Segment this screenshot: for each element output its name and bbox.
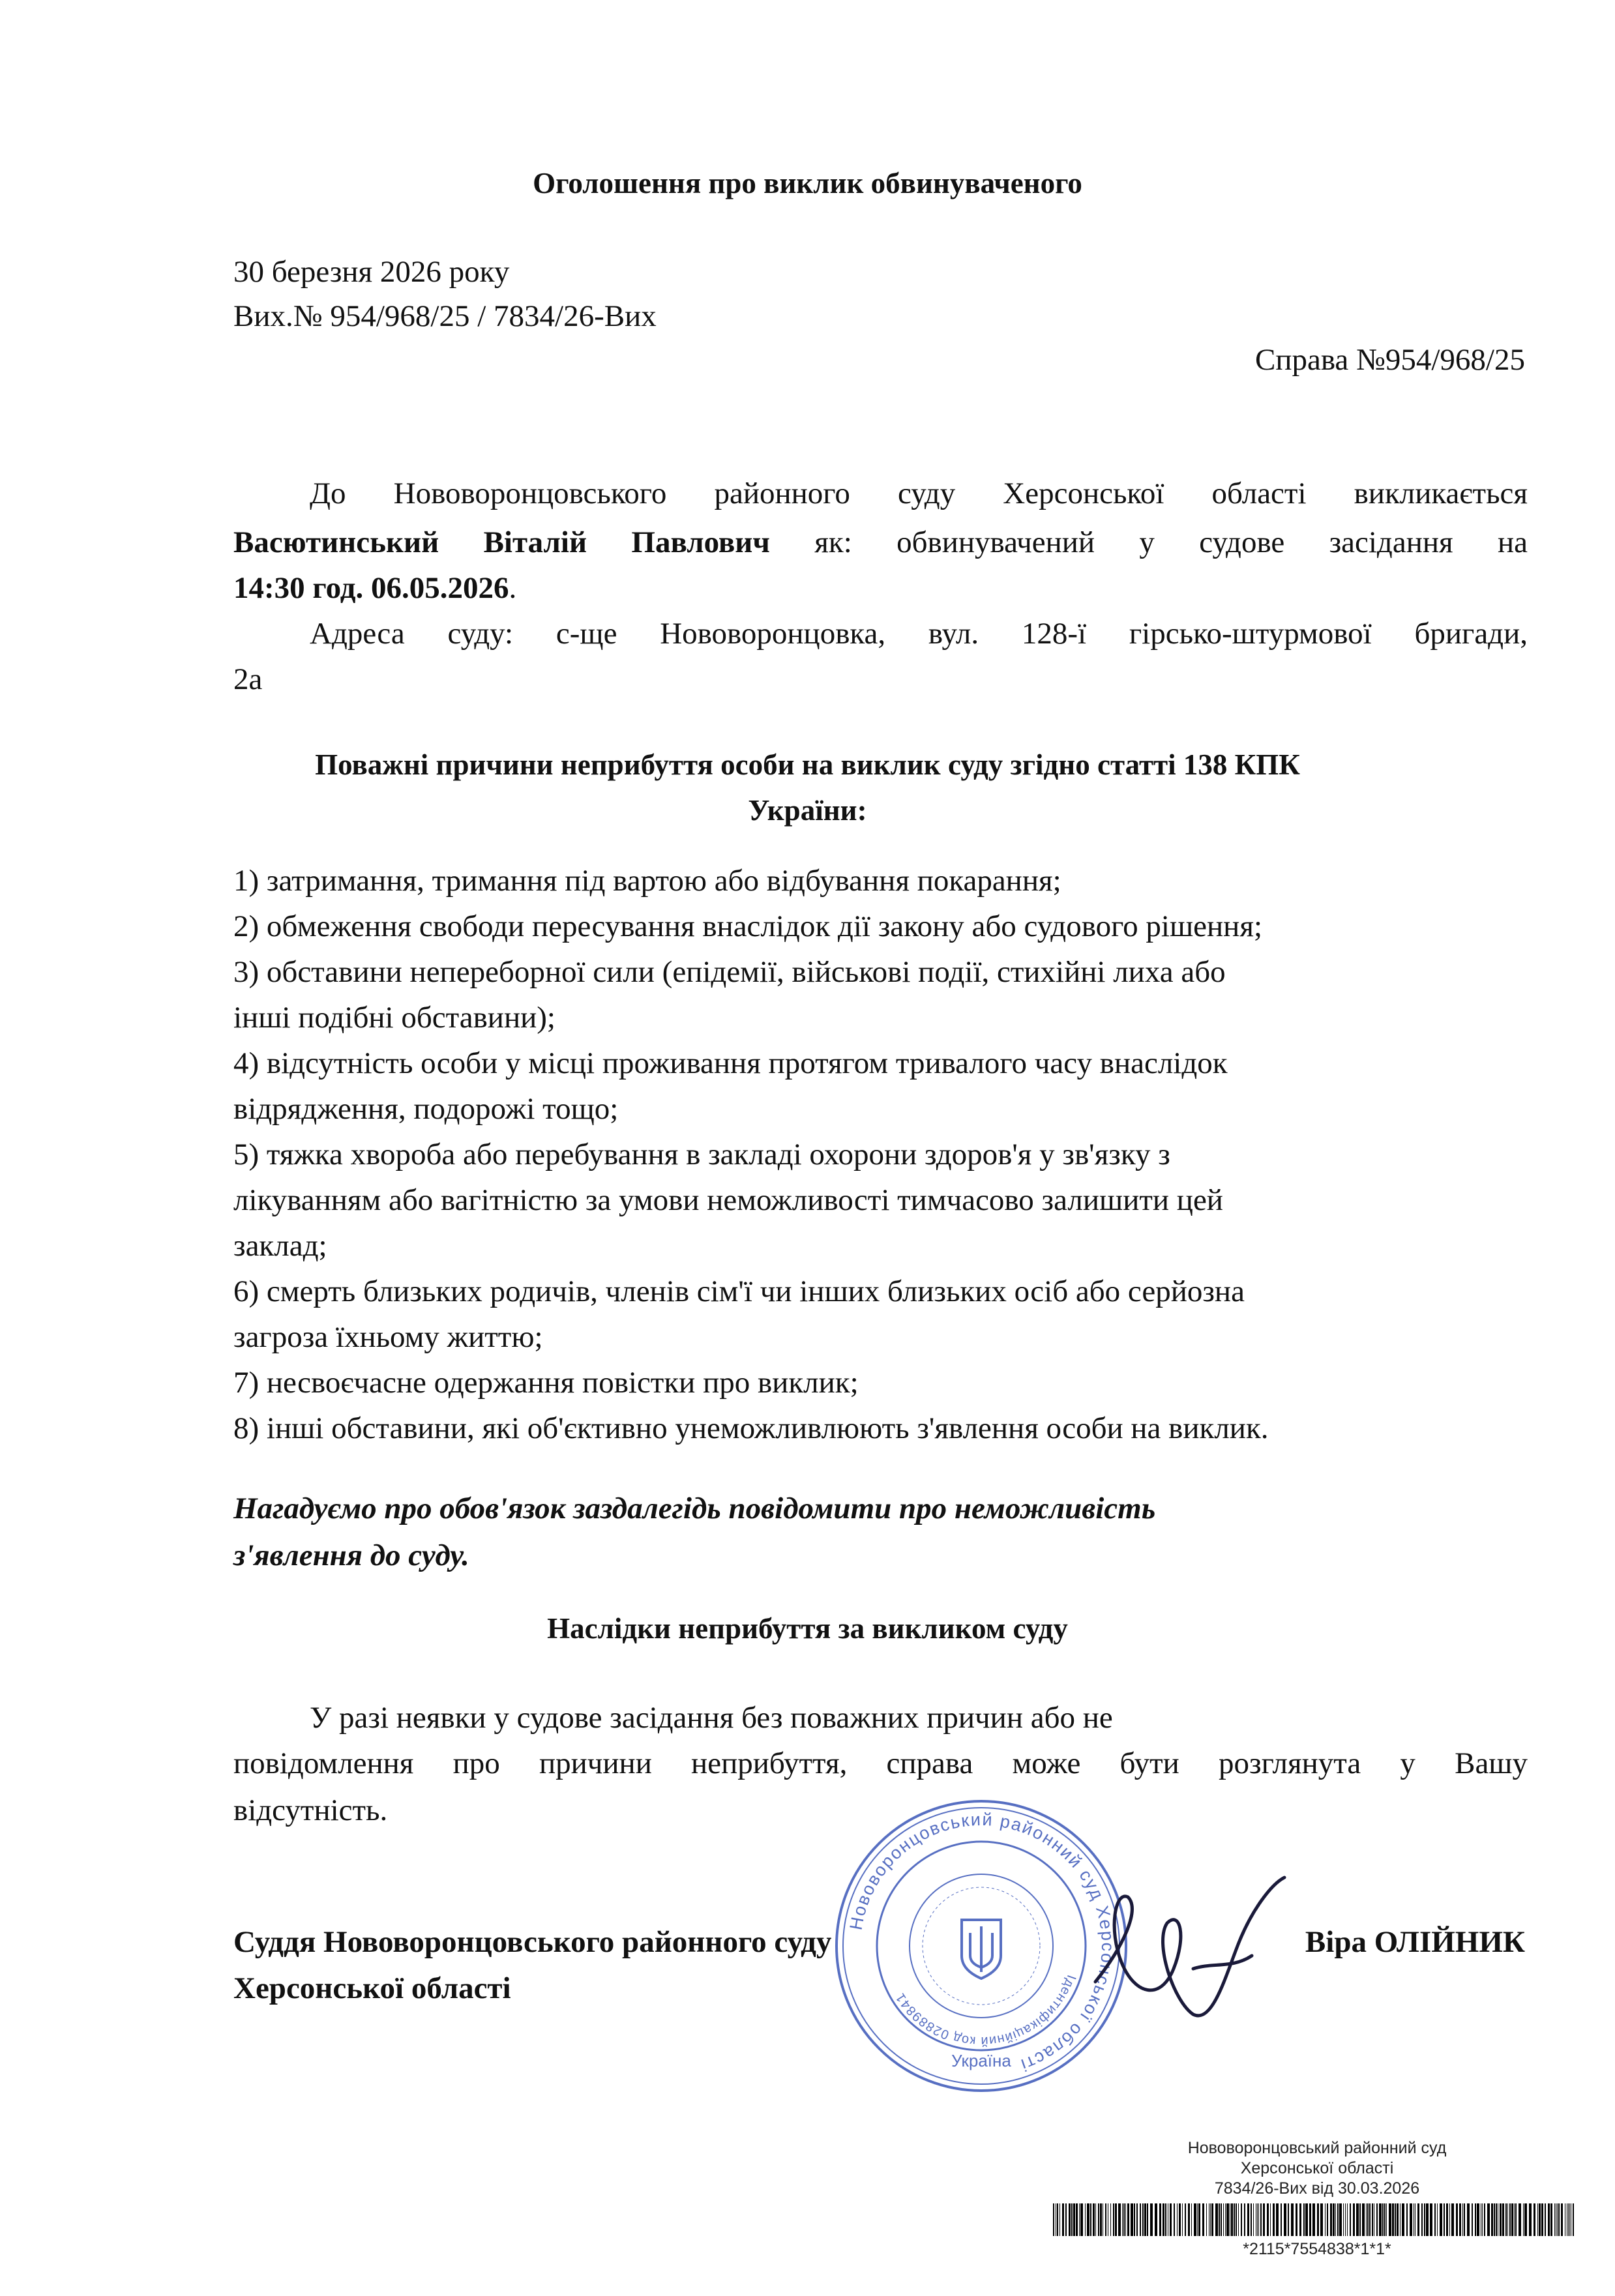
barcode-bar xyxy=(1095,2203,1096,2236)
barcode-bar xyxy=(1477,2203,1479,2236)
reminder-line: з'явлення до суду. xyxy=(233,1538,469,1572)
reason-line: 6) смерть близьких родичів, членів сім'ї чи інших близьких осіб або серйозна xyxy=(233,1274,1245,1308)
barcode-bar xyxy=(1122,2203,1123,2236)
barcode-bar xyxy=(1225,2203,1226,2236)
barcode-bar xyxy=(1456,2203,1458,2236)
hearing-datetime: 14:30 год. 06.05.2026 xyxy=(233,571,509,605)
barcode-bar xyxy=(1136,2203,1138,2236)
barcode-bar xyxy=(1402,2203,1404,2236)
consequences-text-end: відсутність. xyxy=(233,1793,388,1827)
barcode-bar xyxy=(1376,2203,1378,2236)
barcode-bar xyxy=(1554,2203,1555,2236)
barcode-bar xyxy=(1548,2203,1550,2236)
barcode-bar xyxy=(1519,2203,1521,2236)
registration-line: Херсонської області xyxy=(1240,2159,1394,2177)
barcode-bar xyxy=(1353,2203,1355,2236)
barcode-bar xyxy=(1221,2203,1222,2236)
barcode-bar xyxy=(1444,2203,1445,2236)
barcode-bar xyxy=(1482,2203,1483,2236)
registration-line: 7834/26-Вих від 30.03.2026 xyxy=(1214,2179,1420,2198)
barcode-bar xyxy=(1568,2203,1569,2236)
case-number: Справа №954/968/25 xyxy=(1254,343,1525,377)
barcode-bar xyxy=(1100,2203,1102,2236)
barcode-bar xyxy=(1134,2203,1135,2236)
barcode-bar xyxy=(1202,2203,1204,2236)
barcode-bar xyxy=(1446,2203,1448,2236)
document-title: Оголошення про виклик обвинуваченого xyxy=(533,167,1082,199)
barcode-bar xyxy=(1426,2203,1429,2236)
barcode-bar xyxy=(1325,2203,1326,2236)
barcode-bar xyxy=(1502,2203,1504,2236)
barcode-bar xyxy=(1177,2203,1178,2236)
barcode-bar xyxy=(1198,2203,1200,2236)
hearing-datetime-tail: . xyxy=(509,571,517,605)
court-address-cont: 2а xyxy=(233,662,263,696)
barcode-bar xyxy=(1251,2203,1252,2236)
barcode-bar xyxy=(1144,2203,1146,2236)
barcode-bar xyxy=(1087,2203,1089,2236)
barcode-bar xyxy=(1165,2203,1166,2236)
registration-line: Нововоронцовський районний суд xyxy=(1187,2139,1447,2157)
barcode-bar xyxy=(1524,2203,1527,2236)
barcode-bar xyxy=(1059,2203,1060,2236)
barcode-bar xyxy=(1573,2203,1574,2236)
barcode-bar xyxy=(1472,2203,1473,2236)
reason-line: 7) несвоєчасне одержання повістки про виклик; xyxy=(233,1366,859,1400)
barcode-bar xyxy=(1509,2203,1511,2236)
reason-line: загроза їхньому життю; xyxy=(233,1320,543,1354)
barcode-bar xyxy=(1309,2203,1311,2236)
barcode-bar xyxy=(1333,2203,1335,2236)
barcode-bar xyxy=(1356,2203,1359,2236)
barcode-bar xyxy=(1234,2203,1235,2236)
barcode-bar xyxy=(1379,2203,1382,2236)
reason-line: заклад; xyxy=(233,1229,327,1263)
barcode-bar xyxy=(1410,2203,1412,2236)
barcode-bar xyxy=(1484,2203,1485,2236)
barcode-bar xyxy=(1424,2203,1425,2236)
barcode-bar xyxy=(1113,2203,1114,2236)
barcode-bar xyxy=(1118,2203,1121,2236)
barcode-bar xyxy=(1523,2203,1524,2236)
summons-person-line xyxy=(233,525,1528,560)
barcode-bar xyxy=(1140,2203,1141,2236)
reason-line: лікуванням або вагітністю за умови неможливості тимчасово залишити цей xyxy=(233,1183,1223,1217)
barcode-bar xyxy=(1561,2203,1563,2236)
barcode-bar xyxy=(1226,2203,1229,2236)
barcode-bar xyxy=(1350,2203,1351,2236)
barcode-bar xyxy=(1296,2203,1297,2236)
barcode-bar xyxy=(1244,2203,1245,2236)
barcode-bar xyxy=(1327,2203,1328,2236)
reasons-heading-cont: України: xyxy=(748,794,867,827)
barcode-bar xyxy=(1515,2203,1517,2236)
reason-line: 2) обмеження свободи пересування внаслідок дії закону або судового рішення; xyxy=(233,909,1263,943)
stamp-outer-text: Нововоронцовський районний суд Херсонської області xyxy=(846,1809,1118,2076)
barcode-bar xyxy=(1215,2203,1218,2236)
barcode-bar xyxy=(1320,2203,1323,2236)
barcode-bar xyxy=(1273,2203,1275,2236)
barcode-bar xyxy=(1434,2203,1436,2236)
barcode-bar xyxy=(1247,2203,1249,2236)
barcode-bar xyxy=(1238,2203,1239,2236)
barcode-bar xyxy=(1093,2203,1095,2236)
judge-position: Суддя Нововоронцовського районного суду xyxy=(233,1925,832,1959)
summons-role: як: обвинувачений у судове засідання на xyxy=(769,525,1528,559)
barcode-bar xyxy=(1236,2203,1237,2236)
barcode-bar xyxy=(1339,2203,1342,2236)
barcode-bar xyxy=(1539,2203,1541,2236)
barcode-bar xyxy=(1125,2203,1126,2236)
barcode-bar xyxy=(1389,2203,1391,2236)
accused-name: Васютинський Віталій Павлович xyxy=(233,525,770,559)
barcode-bar xyxy=(1397,2203,1399,2236)
barcode-bar xyxy=(1537,2203,1538,2236)
barcode-bar xyxy=(1347,2203,1348,2236)
barcode-bar xyxy=(1127,2203,1129,2236)
barcode-bar xyxy=(1496,2203,1497,2236)
barcode-bar xyxy=(1253,2203,1254,2236)
reason-line: 5) тяжка хвороба або перебування в закладі охорони здоров'я у зв'язку з xyxy=(233,1138,1170,1171)
reason-line: 3) обставини непереборної сили (епідемії, військові події, стихійні лиха або xyxy=(233,955,1226,989)
barcode-bar xyxy=(1430,2203,1432,2236)
barcode-bar xyxy=(1421,2203,1423,2236)
barcode-bar xyxy=(1085,2203,1086,2236)
barcode-bar xyxy=(1514,2203,1515,2236)
barcode-bar xyxy=(1417,2203,1419,2236)
reason-line: інші подібні обставини); xyxy=(233,1001,556,1035)
barcode-bar xyxy=(1258,2203,1259,2236)
barcode-bar xyxy=(1211,2203,1213,2236)
barcode-bar xyxy=(1270,2203,1271,2236)
barcode-bar xyxy=(1299,2203,1301,2236)
barcode-bar xyxy=(1163,2203,1164,2236)
barcode-bar xyxy=(1557,2203,1558,2236)
barcode-bar xyxy=(1312,2203,1315,2236)
barcode-bar xyxy=(1372,2203,1373,2236)
barcode-bar xyxy=(1541,2203,1543,2236)
barcode-bar xyxy=(1147,2203,1148,2236)
barcode-bar xyxy=(1219,2203,1220,2236)
barcode-bar xyxy=(1182,2203,1183,2236)
barcode-bar xyxy=(1507,2203,1508,2236)
barcode-bar xyxy=(1491,2203,1493,2236)
reminder-note xyxy=(233,1485,1155,1579)
consequences-text-cont: повідомлення про причини неприбуття, справа може бути розглянута у Вашу xyxy=(233,1746,1528,1780)
barcode-bar xyxy=(1317,2203,1319,2236)
barcode-bar xyxy=(1550,2203,1552,2236)
barcode-bar xyxy=(1079,2203,1080,2236)
barcode-bar xyxy=(1291,2203,1294,2236)
barcode-bar xyxy=(1170,2203,1172,2236)
barcode-bar xyxy=(1343,2203,1344,2236)
barcode-bar xyxy=(1392,2203,1394,2236)
barcode-bar xyxy=(1511,2203,1513,2236)
barcode-bar xyxy=(1155,2203,1157,2236)
barcode-bar xyxy=(1223,2203,1224,2236)
barcode-bar xyxy=(1185,2203,1186,2236)
barcode-bar xyxy=(1459,2203,1461,2236)
barcode-bar xyxy=(1231,2203,1233,2236)
barcode-bar xyxy=(1437,2203,1438,2236)
barcode-bar xyxy=(1194,2203,1196,2236)
barcode-bar xyxy=(1159,2203,1161,2236)
barcode-bar xyxy=(1090,2203,1091,2236)
barcode-bar xyxy=(1073,2203,1075,2236)
barcode-bar xyxy=(1335,2203,1336,2236)
barcode-bar xyxy=(1150,2203,1153,2236)
barcode-bar xyxy=(1057,2203,1058,2236)
barcode-bar xyxy=(1475,2203,1476,2236)
barcode-bar xyxy=(1197,2203,1198,2236)
barcode-bar xyxy=(1123,2203,1125,2236)
barcode-bar xyxy=(1337,2203,1339,2236)
stamp-bottom-text: Україна xyxy=(951,2051,1011,2070)
barcode-bar xyxy=(1382,2203,1384,2236)
barcode-bar xyxy=(1494,2203,1495,2236)
stamp-inner-text: Ідентифікаційний код 02889841 xyxy=(893,1973,1079,2049)
barcode-bar xyxy=(1505,2203,1507,2236)
barcode-bar xyxy=(1545,2203,1546,2236)
barcode-bar xyxy=(1080,2203,1083,2236)
barcode-bar xyxy=(1386,2203,1387,2236)
barcode-bar xyxy=(1071,2203,1073,2236)
barcode-bar xyxy=(1359,2203,1361,2236)
barcode-text: *2115*7554838*1*1* xyxy=(1243,2240,1391,2258)
barcode-bar xyxy=(1188,2203,1190,2236)
barcode-bar xyxy=(1115,2203,1117,2236)
barcode-bar xyxy=(1529,2203,1532,2236)
barcode-bar xyxy=(1241,2203,1242,2236)
barcode-bar xyxy=(1500,2203,1502,2236)
reminder-line: Нагадуємо про обов'язок заздалегідь повідомити про неможливість xyxy=(233,1492,1156,1525)
barcode-bar xyxy=(1131,2203,1133,2236)
reasons-heading: Поважні причини неприбуття особи на виклик суду згідно статті 138 КПК xyxy=(315,748,1300,781)
barcode-bar xyxy=(1191,2203,1192,2236)
summons-intro: До Нововоронцовського районного суду Херсонської області викликається xyxy=(310,477,1528,510)
barcode-bar xyxy=(1276,2203,1279,2236)
consequences-text: У разі неявки у судове засідання без поважних причин або не xyxy=(310,1701,1113,1735)
reasons-list xyxy=(233,858,1537,1451)
document-barcode xyxy=(1053,2203,1575,2236)
reason-line: 4) відсутність особи у місці проживання протягом тривалого часу внаслідок xyxy=(233,1046,1228,1080)
barcode-bar xyxy=(1206,2203,1207,2236)
barcode-bar xyxy=(1179,2203,1181,2236)
barcode-bar xyxy=(1395,2203,1396,2236)
judge-position-cont: Херсонської області xyxy=(233,1971,511,2005)
barcode-bar xyxy=(1288,2203,1289,2236)
barcode-bar xyxy=(1062,2203,1064,2236)
outgoing-number: Вих.№ 954/968/25 / 7834/26-Вих xyxy=(233,299,657,333)
barcode-bar xyxy=(1257,2203,1258,2236)
barcode-bar xyxy=(1260,2203,1262,2236)
barcode-bar xyxy=(1069,2203,1071,2236)
barcode-bar xyxy=(1558,2203,1560,2236)
judge-name: Віра ОЛІЙНИК xyxy=(1305,1925,1525,1959)
reason-line: відрядження, подорожі тощо; xyxy=(233,1092,619,1126)
barcode-bar xyxy=(1367,2203,1369,2236)
barcode-bar xyxy=(1366,2203,1367,2236)
barcode-bar xyxy=(1440,2203,1442,2236)
barcode-bar xyxy=(1464,2203,1465,2236)
court-address: Адреса суду: с-ще Нововоронцовка, вул. 128-ї гірсько-штурмової бригади, xyxy=(310,617,1528,651)
barcode-bar xyxy=(1065,2203,1067,2236)
document-date: 30 березня 2026 року xyxy=(233,255,510,289)
reason-line: 8) інші обставини, які об'єктивно унеможливлюють з'явлення особи на виклик. xyxy=(233,1411,1269,1445)
barcode-bar xyxy=(1142,2203,1144,2236)
barcode-bar xyxy=(1110,2203,1111,2236)
barcode-bar xyxy=(1487,2203,1490,2236)
barcode-bar xyxy=(1345,2203,1346,2236)
barcode-bar xyxy=(1267,2203,1269,2236)
barcode-bar xyxy=(1467,2203,1470,2236)
barcode-bar xyxy=(1098,2203,1099,2236)
barcode-bar xyxy=(1284,2203,1286,2236)
barcode-bar xyxy=(1534,2203,1535,2236)
barcode-bar xyxy=(1281,2203,1282,2236)
barcode-bar xyxy=(1569,2203,1570,2236)
barcode-bar xyxy=(1369,2203,1371,2236)
judge-signature xyxy=(1082,1871,1297,2034)
barcode-bar xyxy=(1105,2203,1106,2236)
trident-emblem-icon xyxy=(962,1920,1001,1979)
consequences-heading: Наслідки неприбуття за викликом суду xyxy=(547,1612,1068,1645)
barcode-bar xyxy=(1384,2203,1385,2236)
summons-datetime-line xyxy=(233,570,516,606)
barcode-bar xyxy=(1330,2203,1332,2236)
barcode-bar xyxy=(1305,2203,1308,2236)
barcode-bar xyxy=(1362,2203,1365,2236)
barcode-bar xyxy=(1449,2203,1450,2236)
barcode-bar xyxy=(1451,2203,1454,2236)
barcode-bar xyxy=(1406,2203,1408,2236)
barcode-bar xyxy=(1462,2203,1463,2236)
reason-line: 1) затримання, тримання під вартою або відбування покарання; xyxy=(233,864,1061,898)
barcode-bar xyxy=(1303,2203,1305,2236)
barcode-bar xyxy=(1210,2203,1211,2236)
registration-block xyxy=(1069,2138,1565,2199)
barcode-bar xyxy=(1174,2203,1175,2236)
barcode-bar xyxy=(1076,2203,1078,2236)
barcode-bar xyxy=(1053,2203,1054,2236)
barcode-bar xyxy=(1263,2203,1265,2236)
